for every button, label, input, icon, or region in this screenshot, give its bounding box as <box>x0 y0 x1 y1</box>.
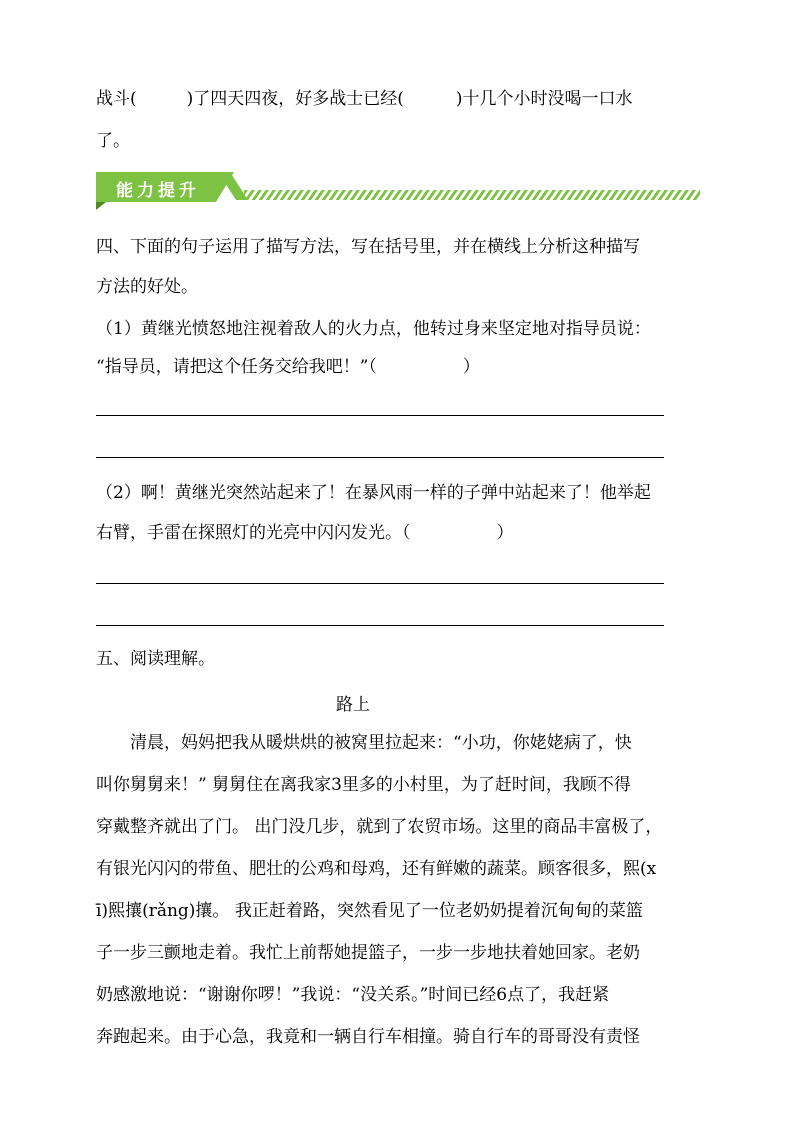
q3-line-1 <box>96 88 633 110</box>
q4-item1-line-1: （1）黄继光愤怒地注视着敌人的火力点，他转过身来坚定地对指导员说： <box>96 319 651 339</box>
q4-item1-text: “指导员，请把这个任务交给我吧！”（ <box>96 357 377 377</box>
q3-text-a: 战斗( <box>96 89 137 109</box>
q3-line-2: 了。 <box>96 131 130 151</box>
q5-heading: 五、阅读理解。 <box>96 649 215 669</box>
q4-item1-close: ） <box>462 357 480 377</box>
q4-item2-answer-line-2[interactable] <box>96 625 664 626</box>
q4-item1-answer-line-1[interactable] <box>96 415 664 416</box>
q4-stem-line-1: 四、下面的句子运用了描写方法，写在括号里，并在横线上分析这种描写 <box>96 237 640 257</box>
q4-item2-line-2 <box>96 522 514 544</box>
q4-stem-line-2: 方法的好处。 <box>96 277 198 297</box>
q4-item1-answer-line-2[interactable] <box>96 457 664 458</box>
q4-item2-close: ） <box>496 523 514 543</box>
passage-line: 子一步三颤地走着。我忙上前帮她提篮子，一步一步地扶着她回家。老奶 <box>96 943 640 963</box>
passage-line: 叫你舅舅来！” 舅舅住在离我家3里多的小村里，为了赶时间，我顾不得 <box>96 775 631 795</box>
passage-line: 清晨，妈妈把我从暖烘烘的被窝里拉起来：“小功，你姥姥病了，快 <box>130 733 632 753</box>
q4-item1-line-2 <box>96 356 480 378</box>
passage-line: 奔跑起来。由于心急，我竟和一辆自行车相撞。骑自行车的哥哥没有责怪 <box>96 1027 640 1047</box>
passage-line: 穿戴整齐就出了门。 出门没几步，就到了农贸市场。这里的商品丰富极了， <box>96 817 663 837</box>
section-banner <box>92 168 702 212</box>
q4-item2-text: 右臂，手雷在探照灯的光亮中闪闪发光。（ <box>96 523 411 543</box>
passage-line: 有银光闪闪的带鱼、肥壮的公鸡和母鸡，还有鲜嫩的蔬菜。顾客很多，熙(x <box>96 859 657 879</box>
q3-text-c: )十几个小时没喝一口水 <box>455 89 633 109</box>
passage-line: ī)熙攘(rǎng)攘。 我正赶着路，突然看见了一位老奶奶提着沉甸甸的菜篮 <box>96 901 643 921</box>
q4-item2-line-1: （2）啊！黄继光突然站起来了！在暴风雨一样的子弹中站起来了！他举起 <box>96 483 651 503</box>
passage-title: 路上 <box>336 695 370 715</box>
q4-item2-answer-line-1[interactable] <box>96 583 664 584</box>
banner-label: 能力提升 <box>116 181 200 201</box>
passage-line: 奶感激地说：“谢谢你啰！”我说：“没关系。”时间已经6点了，我赶紧 <box>96 985 610 1005</box>
q3-text-b: )了四天四夜，好多战士已经( <box>186 89 404 109</box>
